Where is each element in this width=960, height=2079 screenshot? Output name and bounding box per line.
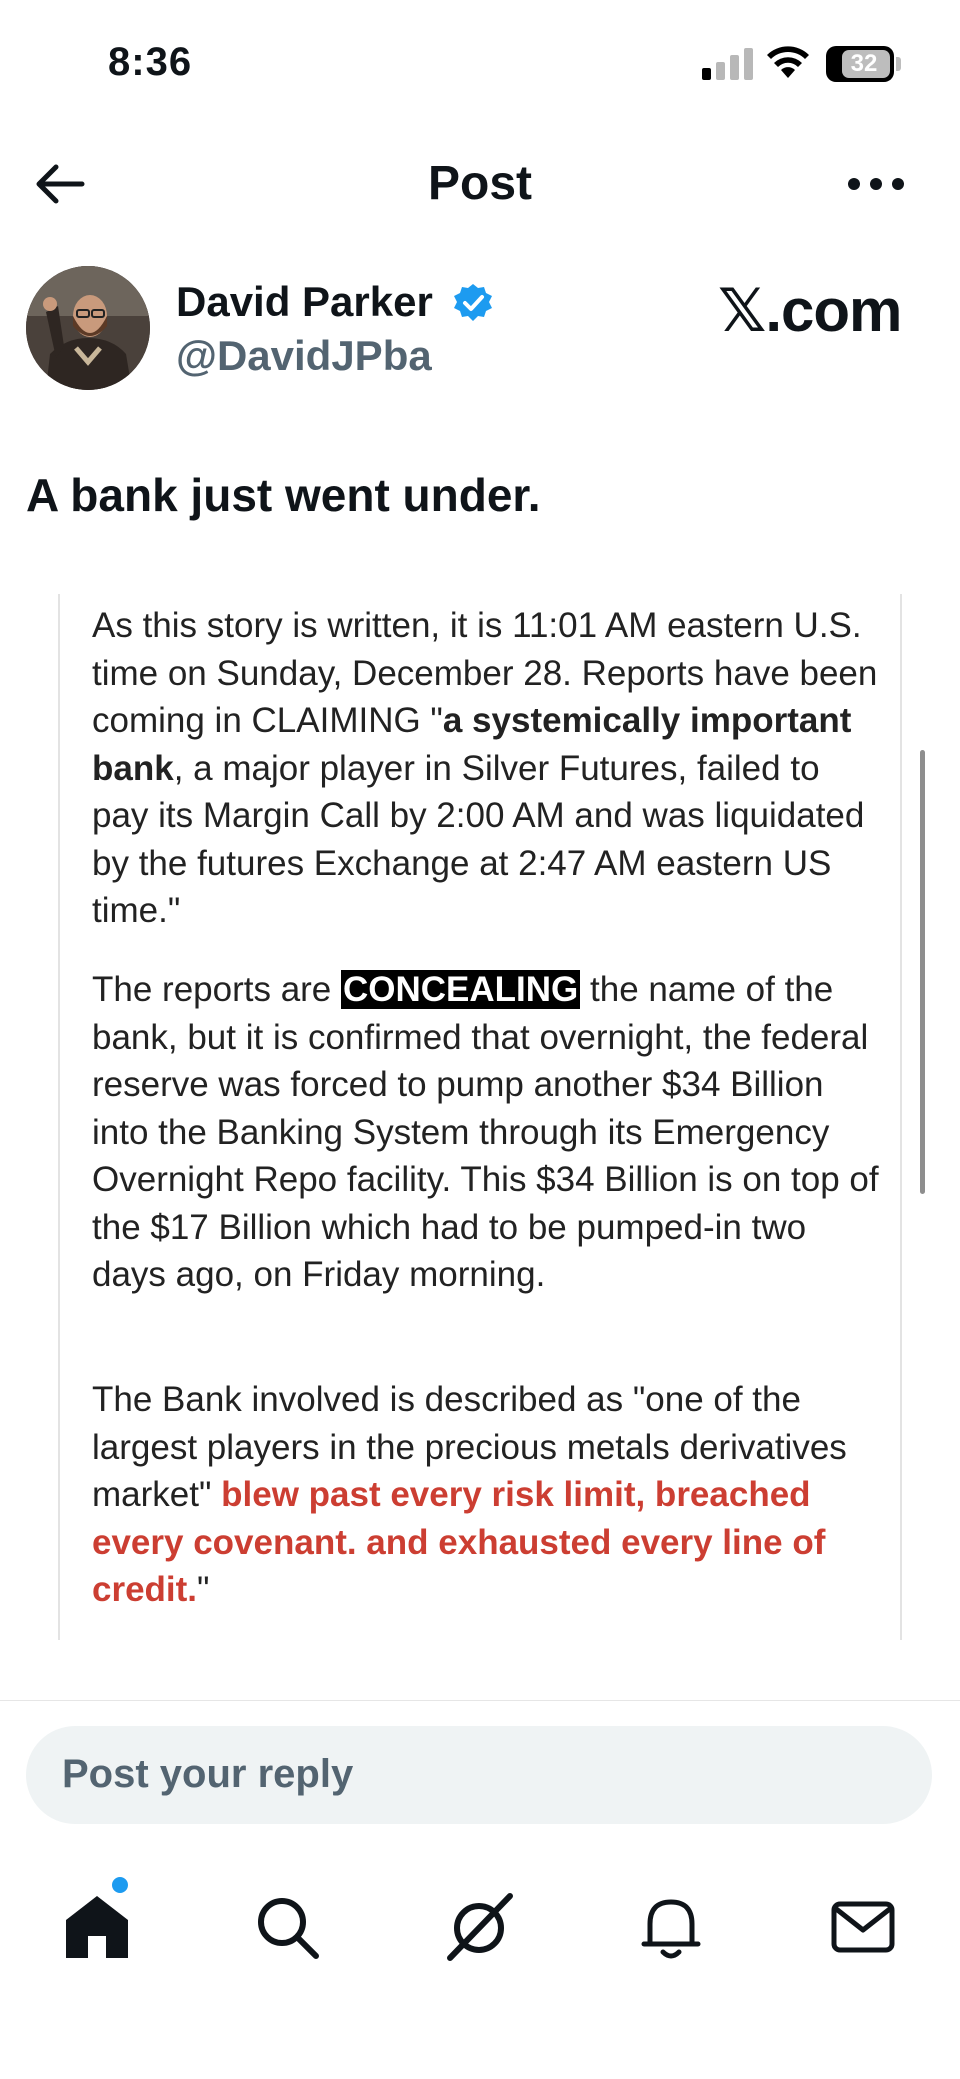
red-emphasis-text: blew past every risk limit, breached every covenant. and exhausted every line of credit. [92,1475,826,1609]
concealing-highlight: CONCEALING [343,970,579,1009]
grok-icon[interactable] [444,1892,514,1962]
more-horizontal-icon[interactable] [846,172,906,196]
home-icon[interactable] [62,1892,132,1962]
nav-header [0,130,960,240]
page-title: Post [427,157,532,210]
battery-icon [826,46,894,82]
messages-icon[interactable] [828,1892,898,1962]
post-headline: A bank just went under. [26,469,541,521]
cellular-signal-icon [702,48,754,80]
x-com-watermark: 𝕏.com [718,277,902,344]
notifications-icon[interactable] [636,1892,706,1962]
battery-level: 32 [850,50,878,77]
author-name[interactable]: David Parker [176,278,433,325]
reply-placeholder: Post your reply [62,1752,354,1796]
search-icon[interactable] [252,1892,322,1962]
verified-badge-icon [452,282,494,324]
status-time: 8:36 [108,40,193,84]
reply-input[interactable] [26,1726,932,1824]
status-bar [0,0,960,120]
article-image[interactable] [58,594,902,1640]
avatar[interactable] [26,266,150,390]
divider [0,1700,960,1701]
article-paragraph-2: The reports are CONCEALING the name of the bank, but it is confirmed that overnight, the federal reserve was forced to pump another $34 Billion into the Banking System through its Emergency Overnight Repo facility. This $34 Billion is on top of the $17 Billion which had to be pumped-in two days ago, on Friday morning. [92,970,879,1294]
author-handle[interactable]: @DavidJPba [176,332,432,379]
scrollbar[interactable] [920,750,925,1194]
article-paragraph-3: The Bank involved is described as "one of the largest players in the precious metals derivatives market" blew past every risk limit, breached every covenant. and exhausted every line of credit." [92,1380,847,1609]
tab-bar [0,1880,960,2000]
wifi-icon [766,44,810,80]
article-paragraph-1: As this story is written, it is 11:01 AM eastern U.S. time on Sunday, December 28. Reports have been coming in CLAIMING "a systemically important bank, a major player in Silver Futures, failed to pay its Margin Call by 2:00 AM and was liquidated by the futures Exchange at 2:47 AM eastern US time." [92,606,878,930]
